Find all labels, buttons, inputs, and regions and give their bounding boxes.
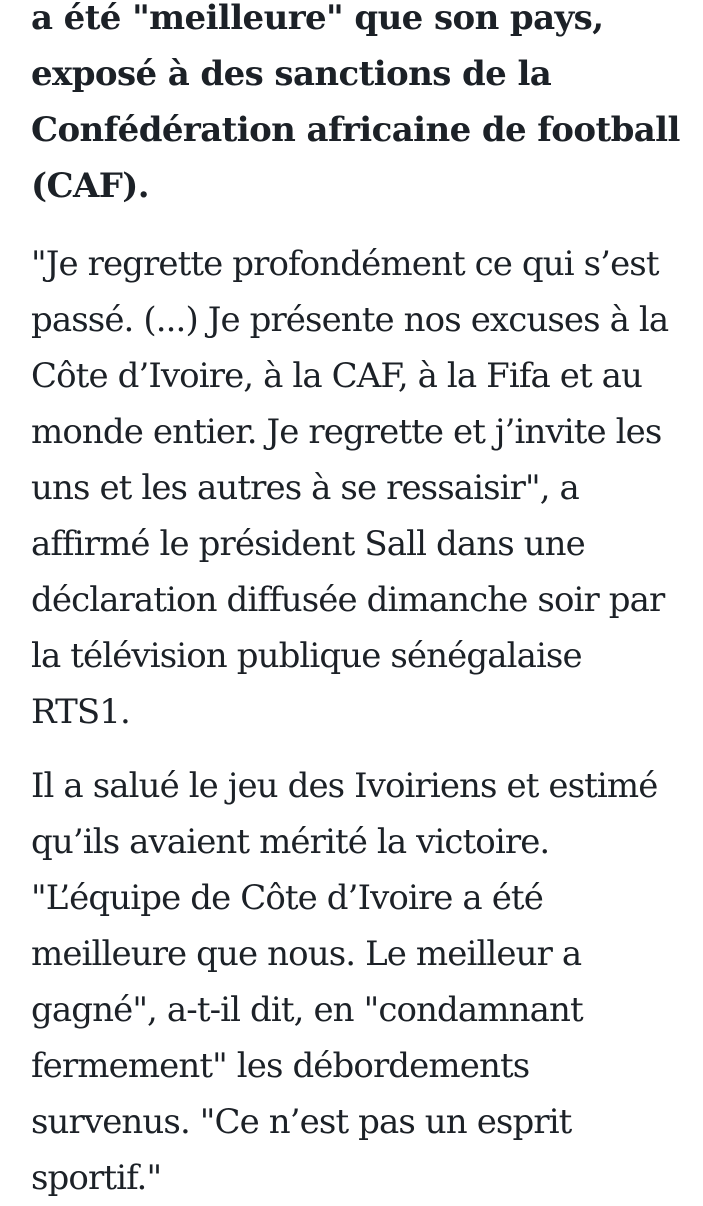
quote-line: Côte d’Ivoire, à la CAF, à la Fifa et au xyxy=(31,356,643,396)
third-paragraph xyxy=(31,758,657,1206)
third-line: Il a salué le jeu des Ivoiriens et estimé xyxy=(31,766,658,806)
lead-line: (CAF). xyxy=(31,166,149,206)
lead-line: exposé à des sanctions de la xyxy=(31,54,552,94)
quote-line: la télévision publique sénégalaise xyxy=(31,636,582,676)
quote-line: déclaration diffusée dimanche soir par xyxy=(31,580,665,620)
quote-line: passé. (...) Je présente nos excuses à la xyxy=(31,300,669,340)
third-line: fermement" les débordements xyxy=(31,1046,530,1086)
third-line: "L’équipe de Côte d’Ivoire a été xyxy=(31,878,543,918)
quote-line: "Je regrette profondément ce qui s’est xyxy=(31,244,659,284)
quote-line: uns et les autres à se ressaisir", a xyxy=(31,468,579,508)
lead-line: Confédération africaine de football xyxy=(31,110,680,150)
third-line: qu’ils avaient mérité la victoire. xyxy=(31,822,550,862)
lead-paragraph xyxy=(31,0,680,214)
lead-line: a été "meilleure" que son pays, xyxy=(31,0,604,38)
quote-line: monde entier. Je regrette et j’invite les xyxy=(31,412,662,452)
quote-line: RTS1. xyxy=(31,692,130,732)
third-line: meilleure que nous. Le meilleur a xyxy=(31,934,582,974)
third-line: gagné", a-t-il dit, en "condamnant xyxy=(31,990,583,1030)
quote-paragraph xyxy=(31,236,668,740)
third-line: sportif." xyxy=(31,1158,162,1198)
third-line: survenus. "Ce n’est pas un esprit xyxy=(31,1102,572,1142)
quote-line: affirmé le président Sall dans une xyxy=(31,524,585,564)
